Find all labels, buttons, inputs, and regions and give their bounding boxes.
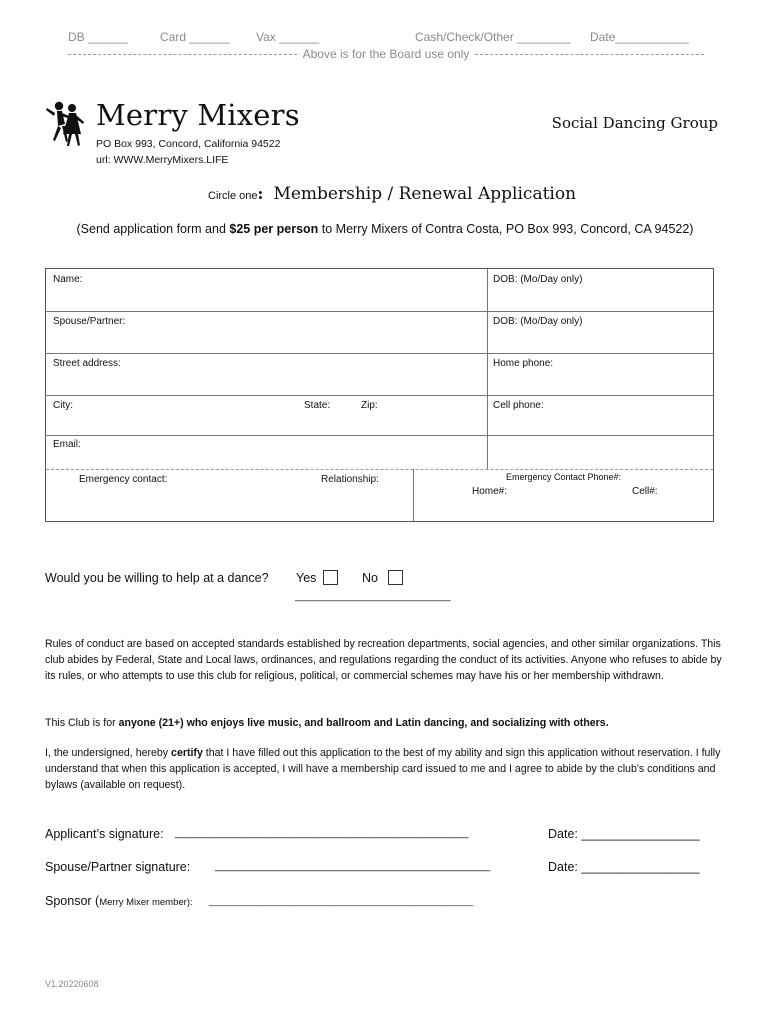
certify-prefix: I, the undersigned, hereby <box>45 747 172 759</box>
no-label: No <box>362 571 378 585</box>
spouse-dob-field[interactable]: DOB: (Mo/Day only) <box>493 316 583 327</box>
emergency-phone-label: Emergency Contact Phone#: <box>506 472 622 482</box>
emergency-home-phone-field[interactable]: Home#: <box>472 486 508 497</box>
application-title-row <box>208 184 576 204</box>
emergency-cell-phone-field[interactable]: Cell#: <box>632 486 658 497</box>
eligibility-bold: anyone (21+) who enjoys live music, and ballroom and Latin dancing, and socializing with others. <box>118 717 609 729</box>
yes-label: Yes <box>296 571 317 585</box>
board-use-note: Above is for the Board use only <box>302 47 470 61</box>
street-address-field[interactable]: Street address: <box>53 358 121 369</box>
sponsor-label: Sponsor ( <box>45 894 100 908</box>
state-field[interactable]: State: <box>304 400 331 411</box>
spouse-signature-line[interactable]: _____________________________________________ <box>215 860 491 872</box>
send-prefix: (Send application form and <box>76 222 230 236</box>
board-card-field: Card ______ <box>160 30 230 44</box>
home-phone-field[interactable]: Home phone: <box>493 358 554 369</box>
sponsor-signature-line[interactable]: __________________________________________________ <box>209 896 474 907</box>
fee-amount: $25 per person <box>229 222 319 236</box>
board-vax-field: Vax ______ <box>256 30 320 44</box>
version-label: V1.20220608 <box>45 979 99 989</box>
spouse-signature-label: Spouse/Partner signature: <box>45 860 191 874</box>
sponsor-sublabel: Merry Mixer member): <box>99 897 193 908</box>
brand-name: Merry Mixers <box>96 98 300 132</box>
spouse-date-field[interactable]: Date: _________________ <box>548 860 700 874</box>
eligibility-paragraph <box>45 715 725 731</box>
cell-phone-field[interactable]: Cell phone: <box>493 400 544 411</box>
applicant-signature-line[interactable]: ________________________________________________ <box>175 827 469 839</box>
eligibility-prefix: This Club is for <box>45 717 119 729</box>
board-date-field: Date___________ <box>590 30 689 44</box>
circle-one-label: Circle one <box>208 190 258 202</box>
help-question: Would you be willing to help at a dance? <box>45 571 269 585</box>
application-title: Membership / Renewal Application <box>273 184 577 204</box>
emergency-contact-field[interactable]: Emergency contact: <box>79 474 168 485</box>
member-info-form <box>45 268 714 522</box>
tagline: Social Dancing Group <box>551 114 718 132</box>
mailing-address: PO Box 993, Concord, California 94522 <box>96 138 281 150</box>
certify-suffix: that I have filled out this application to the best of my ability and sign this application without reservation. I fully understand that when this application is accepted, I will have a membership card issued to me and I agree to abide by the club's conditions and bylaws (available on request). <box>45 747 721 791</box>
board-use-divider <box>68 47 704 61</box>
board-payment-field: Cash/Check/Other ________ <box>415 30 571 44</box>
board-db-field: DB ______ <box>68 30 129 44</box>
name-field[interactable]: Name: <box>53 274 83 285</box>
send-instructions <box>0 222 770 236</box>
certification-paragraph <box>45 745 725 793</box>
rules-paragraph: Rules of conduct are based on accepted standards established by recreation departments, social agencies, and other similar organizations. This club abides by Federal, State and Local laws, ordinances, and regulations regarding the conduct of its activities. Anyone who refuses to abide by its rules, or who attempts to use this club for religious, political, or commercial schemes may have his or her membership withdrawn. <box>45 638 722 682</box>
sponsor-signature-label <box>45 894 193 908</box>
no-checkbox[interactable] <box>388 570 403 585</box>
zip-field[interactable]: Zip: <box>361 400 378 411</box>
email-field[interactable]: Email: <box>53 439 81 450</box>
relationship-field[interactable]: Relationship: <box>321 474 379 485</box>
yes-checkbox[interactable] <box>323 570 338 585</box>
applicant-signature-label: Applicant’s signature: <box>45 827 164 841</box>
dob-field[interactable]: DOB: (Mo/Day only) <box>493 274 583 285</box>
dancing-couple-icon <box>45 100 87 150</box>
circle-one-colon: : <box>257 184 264 203</box>
certify-bold: certify <box>171 747 203 759</box>
help-details-line[interactable]: ____________________________ <box>295 591 451 602</box>
send-suffix: to Merry Mixers of Contra Costa, PO Box 993, Concord, CA 94522) <box>318 222 694 236</box>
spouse-partner-field[interactable]: Spouse/Partner: <box>53 316 126 327</box>
applicant-date-field[interactable]: Date: _________________ <box>548 827 700 841</box>
website-url: url: WWW.MerryMixers.LIFE <box>96 154 229 166</box>
city-field[interactable]: City: <box>53 400 73 411</box>
